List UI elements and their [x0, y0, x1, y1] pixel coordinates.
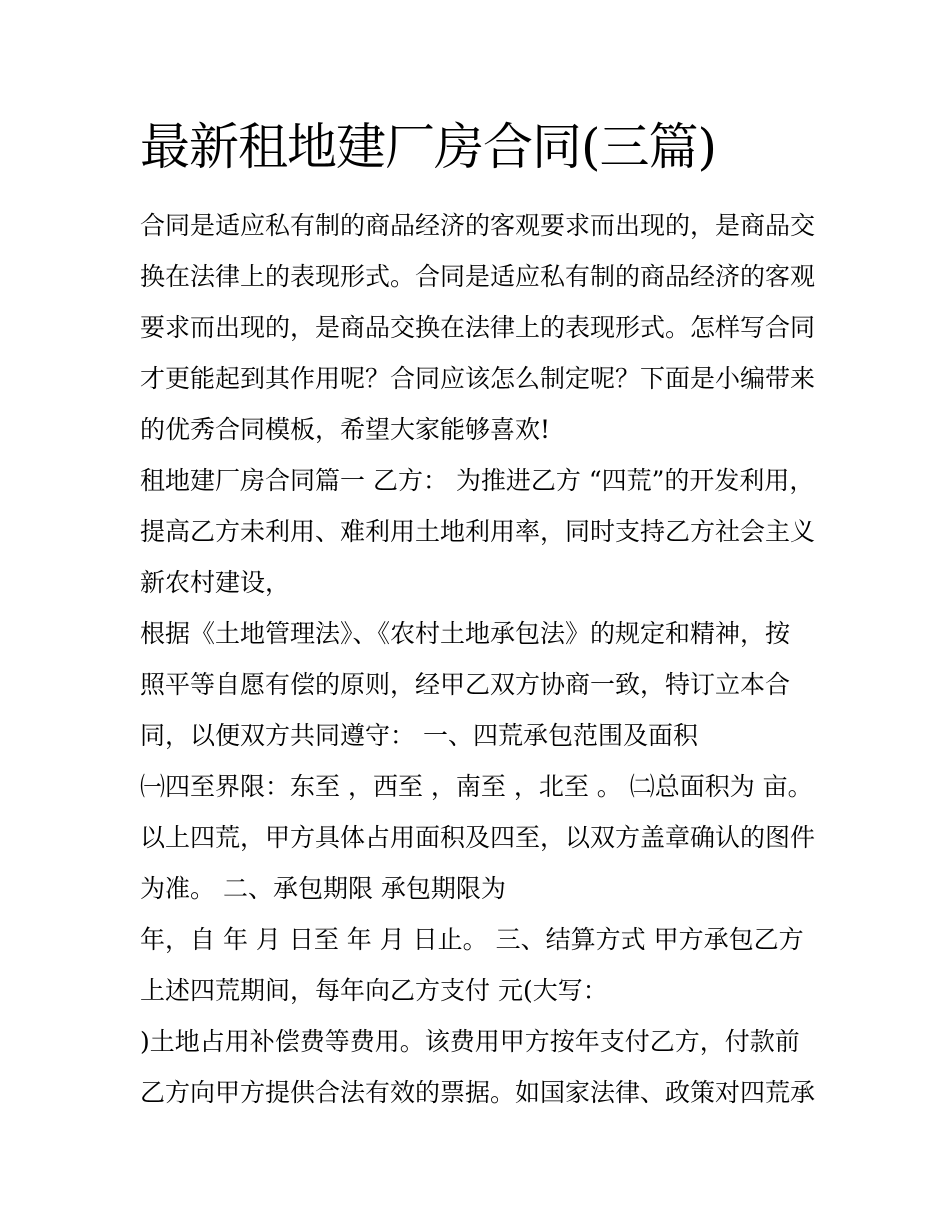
text-line: 同，以便双方共同遵守： 一、四荒承包范围及面积: [140, 721, 698, 750]
text-line: 要求而出现的，是商品交换在法律上的表现形式。怎样写合同: [140, 313, 816, 342]
text-line: 提高乙方未利用、难利用土地利用率，同时支持乙方社会主义: [140, 517, 816, 546]
document-body: [140, 200, 820, 1118]
text-line: ㈠四至界限：东至 ，西至 ，南至 ，北至 。 ㈡总面积为 亩。: [140, 772, 813, 801]
text-line: 以上四荒，甲方具体占用面积及四至，以双方盖章确认的图件: [140, 823, 816, 852]
document-title: 最新租地建厂房合同(三篇): [140, 118, 717, 176]
text-line: 上述四荒期间，每年向乙方支付 元(大写：: [140, 976, 608, 1005]
text-line: 租地建厂房合同篇一 乙方： 为推进乙方 “四荒”的开发利用，: [140, 466, 815, 495]
text-line: 的优秀合同模板，希望大家能够喜欢!: [140, 415, 551, 444]
text-line: 才更能起到其作用呢？合同应该怎么制定呢？下面是小编带来: [140, 364, 816, 393]
text-line: 根据《土地管理法》、《农村土地承包法》的规定和精神，按: [140, 619, 791, 648]
text-line: 换在法律上的表现形式。合同是适应私有制的商品经济的客观: [140, 262, 816, 291]
text-line: )土地占用补偿费等费用。该费用甲方按年支付乙方，付款前: [140, 1027, 800, 1056]
text-line: 年，自 年 月 日至 年 月 日止。 三、结算方式 甲方承包乙方: [140, 925, 804, 954]
text-line: 为准。 二、承包期限 承包期限为: [140, 874, 506, 903]
text-line: 新农村建设，: [140, 568, 291, 597]
text-line: 照平等自愿有偿的原则，经甲乙双方协商一致，特订立本合: [140, 670, 791, 699]
text-line: 乙方向甲方提供合法有效的票据。如国家法律、政策对四荒承: [140, 1078, 816, 1107]
text-line: 合同是适应私有制的商品经济的客观要求而出现的，是商品交: [140, 211, 816, 240]
